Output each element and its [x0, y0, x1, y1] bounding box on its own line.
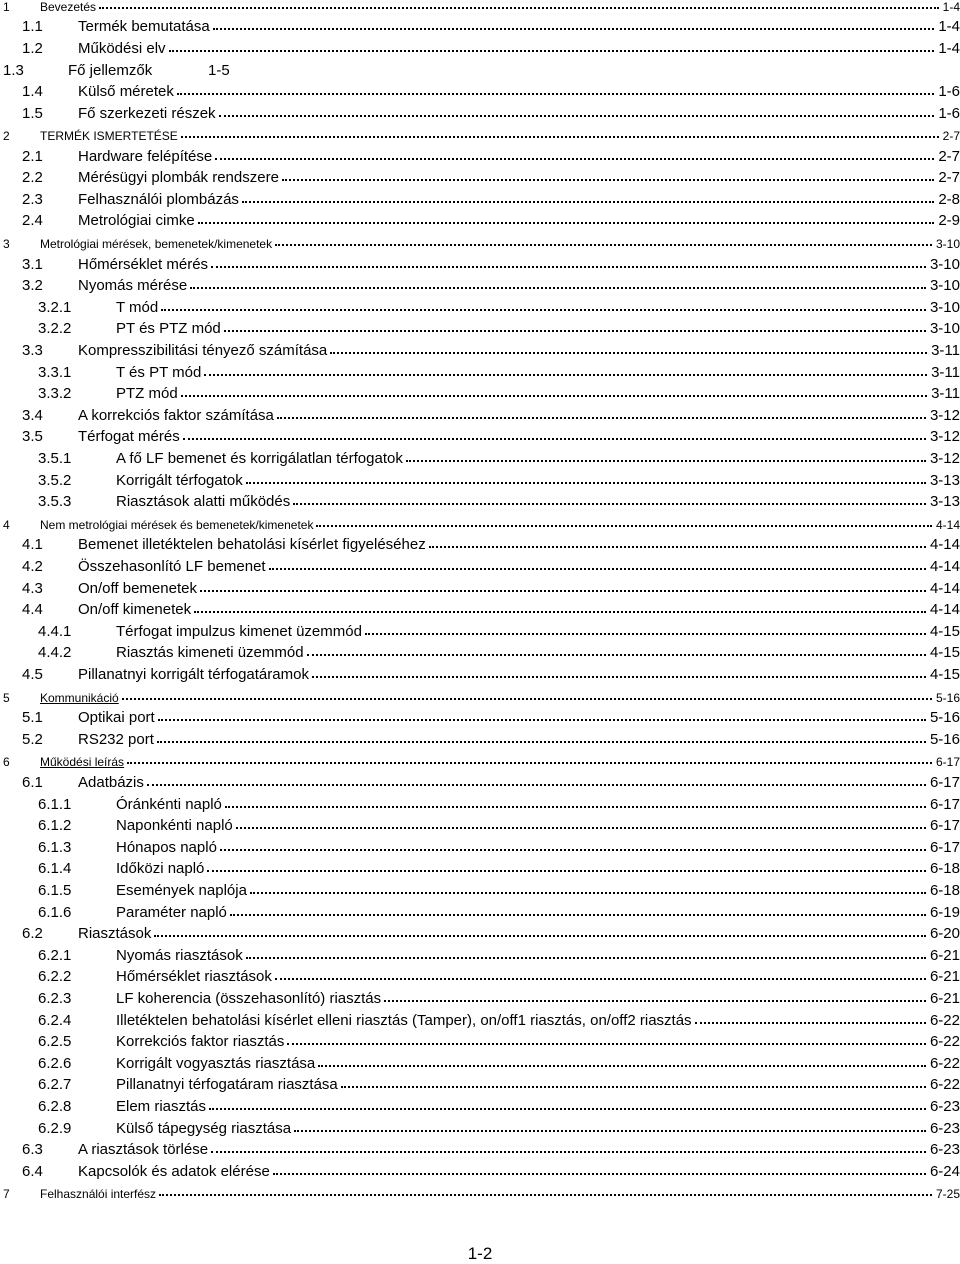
toc-entry[interactable] — [0, 102, 960, 122]
toc-entry-title: Illetéktelen behatolási kísérlet elleni riasztás (Tamper), on/off1 riasztás, on/off2 riasztás — [116, 1012, 692, 1029]
toc-entry-page: 6-22 — [929, 1033, 960, 1050]
toc-entry-number: 1.5 — [22, 105, 43, 122]
toc-entry-title: Térfogat impulzus kimenet üzemmód — [116, 623, 362, 640]
toc-entry-number: 4.5 — [22, 666, 43, 683]
toc-entry-title: Riasztások alatti működés — [116, 493, 291, 510]
toc-entry[interactable] — [0, 1009, 960, 1029]
toc-entry-number: 3 — [3, 237, 10, 251]
leader-dots — [220, 849, 926, 851]
toc-entry-number: 3.3.1 — [38, 364, 72, 381]
toc-entry[interactable] — [0, 1117, 960, 1137]
toc-entry-number: 2.3 — [22, 191, 43, 208]
toc-entry-page: 3-12 — [929, 450, 960, 467]
leader-dots — [307, 654, 926, 656]
toc-entry[interactable] — [0, 555, 960, 575]
toc-entry[interactable] — [0, 793, 960, 813]
toc-entry[interactable] — [0, 1052, 960, 1072]
toc-entry-title: A riasztások törlése — [78, 1141, 209, 1158]
toc-entry-number: 5 — [3, 691, 10, 705]
leader-dots — [181, 136, 939, 138]
toc-entry-page: 6-22 — [929, 1076, 960, 1093]
leader-dots — [225, 806, 926, 808]
toc-entry-title: Korrigált térfogatok — [116, 472, 243, 489]
toc-entry-number: 6.2 — [22, 925, 43, 942]
toc-entry-number: 4.4.2 — [38, 644, 72, 661]
leader-dots — [246, 482, 926, 484]
toc-entry-page: 3-10 — [929, 299, 960, 316]
toc-entry-number: 6.2.2 — [38, 968, 72, 985]
toc-entry-title: Korrekciós faktor riasztás — [116, 1033, 285, 1050]
leader-dots — [122, 698, 932, 700]
toc-entry-number: 1 — [3, 0, 10, 14]
toc-entry[interactable] — [0, 231, 960, 251]
toc-entry-page: 6-18 — [929, 882, 960, 899]
toc-entry[interactable] — [0, 728, 960, 748]
toc-entry-page: 6-17 — [929, 817, 960, 834]
leader-dots — [384, 1000, 926, 1002]
toc-entry-title: PT és PTZ mód — [116, 320, 221, 337]
toc-entry-title: LF koherencia (összehasonlító) riasztás — [116, 990, 382, 1007]
toc-entry-page: 2-9 — [938, 212, 960, 229]
toc-entry[interactable] — [0, 339, 960, 359]
toc-entry-number: 6.2.3 — [38, 990, 72, 1007]
leader-dots — [269, 568, 926, 570]
leader-dots — [99, 7, 939, 9]
toc-entry[interactable] — [0, 944, 960, 964]
leader-dots — [215, 158, 934, 160]
toc-entry-number: 6.2.9 — [38, 1120, 72, 1137]
toc-entry-title: Összehasonlító LF bemenet — [78, 558, 266, 575]
toc-entry-number: 6.2.8 — [38, 1098, 72, 1115]
toc-entry-title: Pillanatnyi térfogatáram riasztása — [116, 1076, 338, 1093]
toc-entry-title: A fő LF bemenet és korrigálatlan térfogatok — [116, 450, 403, 467]
toc-entry-number: 6.2.7 — [38, 1076, 72, 1093]
toc-entry-page: 1-6 — [938, 83, 960, 100]
toc-entry[interactable] — [0, 987, 960, 1007]
toc-entry-page: 6-18 — [929, 860, 960, 877]
toc-entry-title: Metrológiai cimke — [78, 212, 195, 229]
toc-entry-page: 3-10 — [929, 277, 960, 294]
toc-entry-title: Hónapos napló — [116, 839, 217, 856]
toc-entry[interactable] — [0, 1138, 960, 1158]
toc-entry[interactable] — [0, 0, 960, 14]
toc-entry-title: Hőmérséklet riasztások — [116, 968, 272, 985]
toc-entry-title: Riasztások — [78, 925, 152, 942]
toc-entry[interactable] — [0, 145, 960, 165]
toc-entry[interactable] — [0, 685, 960, 705]
toc-entry-number: 6.1.3 — [38, 839, 72, 856]
toc-entry[interactable] — [0, 166, 960, 186]
toc-entry-title: Működési leírás — [40, 755, 125, 769]
leader-dots — [207, 870, 926, 872]
toc-entry-page: 6-17 — [929, 796, 960, 813]
toc-entry-page: 4-14 — [929, 601, 960, 618]
toc-entry[interactable] — [0, 361, 960, 381]
toc-entry[interactable] — [0, 80, 960, 100]
toc-entry-number: 5.2 — [22, 731, 43, 748]
toc-entry-title: Naponkénti napló — [116, 817, 233, 834]
toc-entry[interactable] — [0, 641, 960, 661]
toc-entry-number: 3.4 — [22, 407, 43, 424]
toc-entry-title: Kapcsolók és adatok elérése — [78, 1163, 270, 1180]
toc-entry[interactable] — [0, 577, 960, 597]
toc-entry-title: Riasztás kimeneti üzemmód — [116, 644, 304, 661]
toc-entry[interactable] — [0, 59, 960, 79]
toc-entry-title: Mérésügyi plombák rendszere — [78, 169, 279, 186]
toc-entry[interactable] — [0, 382, 960, 402]
toc-entry-number: 6.2.5 — [38, 1033, 72, 1050]
toc-entry-number: 3.5.1 — [38, 450, 72, 467]
leader-dots — [204, 374, 927, 376]
toc-entry[interactable] — [0, 209, 960, 229]
leader-dots — [183, 438, 926, 440]
leader-dots — [275, 244, 932, 246]
toc-entry-title: PTZ mód — [116, 385, 178, 402]
toc-entry-number: 4 — [3, 518, 10, 532]
leader-dots — [209, 1108, 926, 1110]
toc-entry[interactable] — [0, 469, 960, 489]
toc-entry-page: 3-11 — [931, 385, 960, 402]
toc-entry-page: 6-24 — [929, 1163, 960, 1180]
toc-entry[interactable] — [0, 1073, 960, 1093]
toc-entry-number: 1.2 — [22, 40, 43, 57]
toc-entry-title: Felhasználói plombázás — [78, 191, 239, 208]
toc-entry-title: Kommunikáció — [40, 691, 119, 705]
toc-entry-page: 4-14 — [935, 518, 960, 532]
toc-entry[interactable] — [0, 253, 960, 273]
toc-entry-number: 3.5.2 — [38, 472, 72, 489]
toc-entry-number: 6.1.6 — [38, 904, 72, 921]
leader-dots — [250, 892, 926, 894]
toc-entry-page: 5-16 — [929, 731, 960, 748]
leader-dots — [169, 50, 935, 52]
toc-entry-title: Pillanatnyi korrigált térfogatáramok — [78, 666, 309, 683]
leader-dots — [181, 395, 927, 397]
toc-entry-title: Adatbázis — [78, 774, 144, 791]
toc-entry-page: 6-22 — [929, 1055, 960, 1072]
toc-entry-page: 5-16 — [929, 709, 960, 726]
toc-entry-title: Időközi napló — [116, 860, 205, 877]
toc-entry-number: 6.1.4 — [38, 860, 72, 877]
toc-entry-number: 6 — [3, 755, 10, 769]
toc-entry-title: Nyomás mérése — [78, 277, 188, 294]
leader-dots — [177, 93, 934, 95]
toc-entry-page: 2-7 — [938, 169, 960, 186]
toc-entry-title: Nyomás riasztások — [116, 947, 243, 964]
toc-entry-title: Bemenet illetéktelen behatolási kísérlet figyeléséhez — [78, 536, 426, 553]
toc-entry-title: Nem metrológiai mérések és bemenetek/kimenetek — [40, 518, 314, 532]
toc-entry-page: 3-13 — [929, 472, 960, 489]
toc-entry-title: Termék bemutatása — [78, 18, 210, 35]
toc-entry-page: 2-8 — [938, 191, 960, 208]
toc-entry-page: 6-17 — [929, 774, 960, 791]
toc-entry-page: 3-12 — [929, 428, 960, 445]
leader-dots — [224, 330, 926, 332]
toc-entry-number: 5.1 — [22, 709, 43, 726]
toc-entry[interactable] — [0, 598, 960, 618]
toc-entry-number: 2.2 — [22, 169, 43, 186]
toc-entry[interactable] — [0, 879, 960, 899]
leader-dots — [219, 115, 935, 117]
toc-entry-number: 4.4 — [22, 601, 43, 618]
toc-entry-page: 4-15 — [929, 623, 960, 640]
toc-entry-title: Fő szerkezeti részek — [78, 105, 216, 122]
toc-entry[interactable] — [0, 922, 960, 942]
toc-entry[interactable] — [0, 188, 960, 208]
toc-entry-title: RS232 port — [78, 731, 154, 748]
leader-dots — [242, 201, 934, 203]
toc-entry-number: 6.2.6 — [38, 1055, 72, 1072]
leader-dots — [236, 827, 926, 829]
toc-entry-number: 2.4 — [22, 212, 43, 229]
toc-entry[interactable] — [0, 37, 960, 57]
toc-entry[interactable] — [0, 901, 960, 921]
toc-entry[interactable] — [0, 836, 960, 856]
leader-dots — [365, 633, 926, 635]
toc-entry[interactable] — [0, 771, 960, 791]
toc-entry[interactable] — [0, 490, 960, 510]
toc-entry-page: 4-15 — [929, 644, 960, 661]
toc-entry-number: 6.3 — [22, 1141, 43, 1158]
toc-entry-page: 3-10 — [929, 320, 960, 337]
toc-entry-page: 1-6 — [938, 105, 960, 122]
toc-entry[interactable] — [0, 1181, 960, 1201]
leader-dots — [161, 309, 926, 311]
toc-entry-title: Hardware felépítése — [78, 148, 213, 165]
toc-entry[interactable] — [0, 425, 960, 445]
toc-entry-number: 3.2.1 — [38, 299, 72, 316]
toc-entry[interactable] — [0, 857, 960, 877]
toc-entry[interactable] — [0, 533, 960, 553]
leader-dots — [190, 287, 926, 289]
toc-entry-number: 3.3.2 — [38, 385, 72, 402]
toc-entry[interactable] — [0, 814, 960, 834]
toc-entry-page: 6-22 — [929, 1012, 960, 1029]
toc-entry-number: 6.2.4 — [38, 1012, 72, 1029]
toc-entry[interactable] — [0, 1160, 960, 1180]
leader-dots — [127, 762, 932, 764]
leader-dots — [406, 460, 926, 462]
toc-entry-title: Külső méretek — [78, 83, 174, 100]
toc-entry-page: 3-11 — [931, 342, 960, 359]
leader-dots — [287, 1043, 926, 1045]
toc-entry-page: 4-14 — [929, 558, 960, 575]
toc-entry-page: 3-11 — [931, 364, 960, 381]
toc-entry-page: 6-21 — [929, 968, 960, 985]
leader-dots — [154, 935, 926, 937]
toc-entry[interactable] — [0, 706, 960, 726]
leader-dots — [341, 1086, 926, 1088]
toc-entry-page: 4-15 — [929, 666, 960, 683]
leader-dots — [211, 266, 926, 268]
toc-entry-page: 3-12 — [929, 407, 960, 424]
toc-entry[interactable] — [0, 620, 960, 640]
toc-entry-number: 6.1 — [22, 774, 43, 791]
leader-dots — [157, 741, 926, 743]
toc-entry[interactable] — [0, 296, 960, 316]
toc-entry[interactable] — [0, 1095, 960, 1115]
toc-entry[interactable] — [0, 404, 960, 424]
leader-dots — [695, 1022, 926, 1024]
leader-dots — [159, 1194, 932, 1196]
toc-entry[interactable] — [0, 317, 960, 337]
leader-dots — [213, 28, 935, 30]
toc-entry-number: 3.5 — [22, 428, 43, 445]
toc-entry-title: On/off bemenetek — [78, 580, 197, 597]
toc-entry-page: 6-23 — [929, 1098, 960, 1115]
toc-entry[interactable] — [0, 15, 960, 35]
toc-entry-number: 3.2 — [22, 277, 43, 294]
toc-entry-number: 4.2 — [22, 558, 43, 575]
toc-entry-page: 3-10 — [929, 256, 960, 273]
toc-entry[interactable] — [0, 123, 960, 143]
toc-entry-number: 2 — [3, 129, 10, 143]
toc-entry-number: 3.3 — [22, 342, 43, 359]
toc-entry-page: 6-17 — [929, 839, 960, 856]
toc-entry[interactable] — [0, 749, 960, 769]
toc-entry-title: Események naplója — [116, 882, 247, 899]
toc-entry[interactable] — [0, 512, 960, 532]
toc-entry[interactable] — [0, 447, 960, 467]
toc-entry-page: 6-20 — [929, 925, 960, 942]
toc-entry-title: Bevezetés — [40, 0, 97, 14]
toc-entry-title: Hőmérséklet mérés — [78, 256, 209, 273]
toc-entry-title: Fő jellemzők — [68, 62, 153, 79]
toc-entry-number: 6.2.1 — [38, 947, 72, 964]
toc-entry-number: 7 — [3, 1187, 10, 1201]
leader-dots — [316, 525, 932, 527]
toc-entry-page: 1-4 — [942, 0, 960, 14]
toc-entry-page: 6-21 — [929, 947, 960, 964]
toc-entry-title: Paraméter napló — [116, 904, 227, 921]
leader-dots — [211, 1151, 926, 1153]
leader-dots — [147, 784, 926, 786]
toc-entry-title: Metrológiai mérések, bemenetek/kimenetek — [40, 237, 273, 251]
toc-entry-number: 6.1.2 — [38, 817, 72, 834]
leader-dots — [277, 417, 926, 419]
toc-entry-title: Térfogat mérés — [78, 428, 180, 445]
toc-entry-page: 3-10 — [935, 237, 960, 251]
toc-entry-page: 4-14 — [929, 536, 960, 553]
leader-dots — [158, 719, 926, 721]
leader-dots — [200, 590, 926, 592]
toc-entry-number: 1.4 — [22, 83, 43, 100]
toc-entry-page: 1-4 — [938, 18, 960, 35]
toc-entry[interactable] — [0, 274, 960, 294]
leader-dots — [282, 179, 934, 181]
leader-dots — [275, 978, 926, 980]
toc-entry-number: 6.4 — [22, 1163, 43, 1180]
toc-entry-number: 4.1 — [22, 536, 43, 553]
toc-entry-page: 6-21 — [929, 990, 960, 1007]
toc-entry[interactable] — [0, 965, 960, 985]
leader-dots — [294, 1130, 926, 1132]
leader-dots — [318, 1065, 926, 1067]
toc-entry-title: Működési elv — [78, 40, 166, 57]
toc-entry-page: 6-17 — [935, 755, 960, 769]
leader-dots — [194, 611, 926, 613]
toc-entry-number: 3.2.2 — [38, 320, 72, 337]
toc-entry-page: 2-7 — [942, 129, 960, 143]
page-number: 1-2 — [467, 1244, 493, 1263]
leader-dots — [293, 503, 926, 505]
toc-entry-title: Optikai port — [78, 709, 155, 726]
toc-entry-title: T mód — [116, 299, 159, 316]
toc-entry-title: Felhasználói interfész — [40, 1187, 157, 1201]
toc-entry-title: TERMÉK ISMERTETÉSE — [40, 129, 178, 143]
toc-entry-number: 4.3 — [22, 580, 43, 597]
toc-entry[interactable] — [0, 1030, 960, 1050]
toc-entry-page: 6-23 — [929, 1120, 960, 1137]
toc-entry-title: A korrekciós faktor számítása — [78, 407, 274, 424]
toc-entry-title: Külső tápegység riasztása — [116, 1120, 292, 1137]
leader-dots — [246, 957, 926, 959]
toc-entry-number: 3.5.3 — [38, 493, 72, 510]
leader-dots — [230, 914, 926, 916]
toc-entry-number: 6.1.5 — [38, 882, 72, 899]
toc-entry-title: T és PT mód — [116, 364, 202, 381]
toc-entry-title: Óránkénti napló — [116, 796, 222, 813]
toc-entry-number: 1.1 — [22, 18, 43, 35]
toc-entry-page: 4-14 — [929, 580, 960, 597]
toc-entry-number: 2.1 — [22, 148, 43, 165]
toc-entry[interactable] — [0, 663, 960, 683]
leader-dots — [198, 222, 935, 224]
toc-entry-title: Korrigált vogyasztás riasztása — [116, 1055, 316, 1072]
toc-entry-page: 7-25 — [935, 1187, 960, 1201]
toc-entry-number: 3.1 — [22, 256, 43, 273]
toc-entry-page: 2-7 — [938, 148, 960, 165]
leader-dots — [312, 676, 926, 678]
toc-entry-page: 1-5 — [208, 62, 230, 79]
toc-entry-title: Kompresszibilitási tényező számítása — [78, 342, 328, 359]
toc-entry-number: 4.4.1 — [38, 623, 72, 640]
toc-entry-page: 6-19 — [929, 904, 960, 921]
toc-entry-title: On/off kimenetek — [78, 601, 192, 618]
toc-entry-page: 3-13 — [929, 493, 960, 510]
leader-dots — [330, 352, 927, 354]
toc-entry-page: 1-4 — [938, 40, 960, 57]
toc-entry-title: Elem riasztás — [116, 1098, 207, 1115]
leader-dots — [429, 546, 926, 548]
toc-entry-number: 1.3 — [3, 62, 24, 79]
leader-dots — [273, 1173, 926, 1175]
toc-entry-number: 6.1.1 — [38, 796, 72, 813]
toc-entry-page: 6-23 — [929, 1141, 960, 1158]
toc-entry-page: 5-16 — [935, 691, 960, 705]
